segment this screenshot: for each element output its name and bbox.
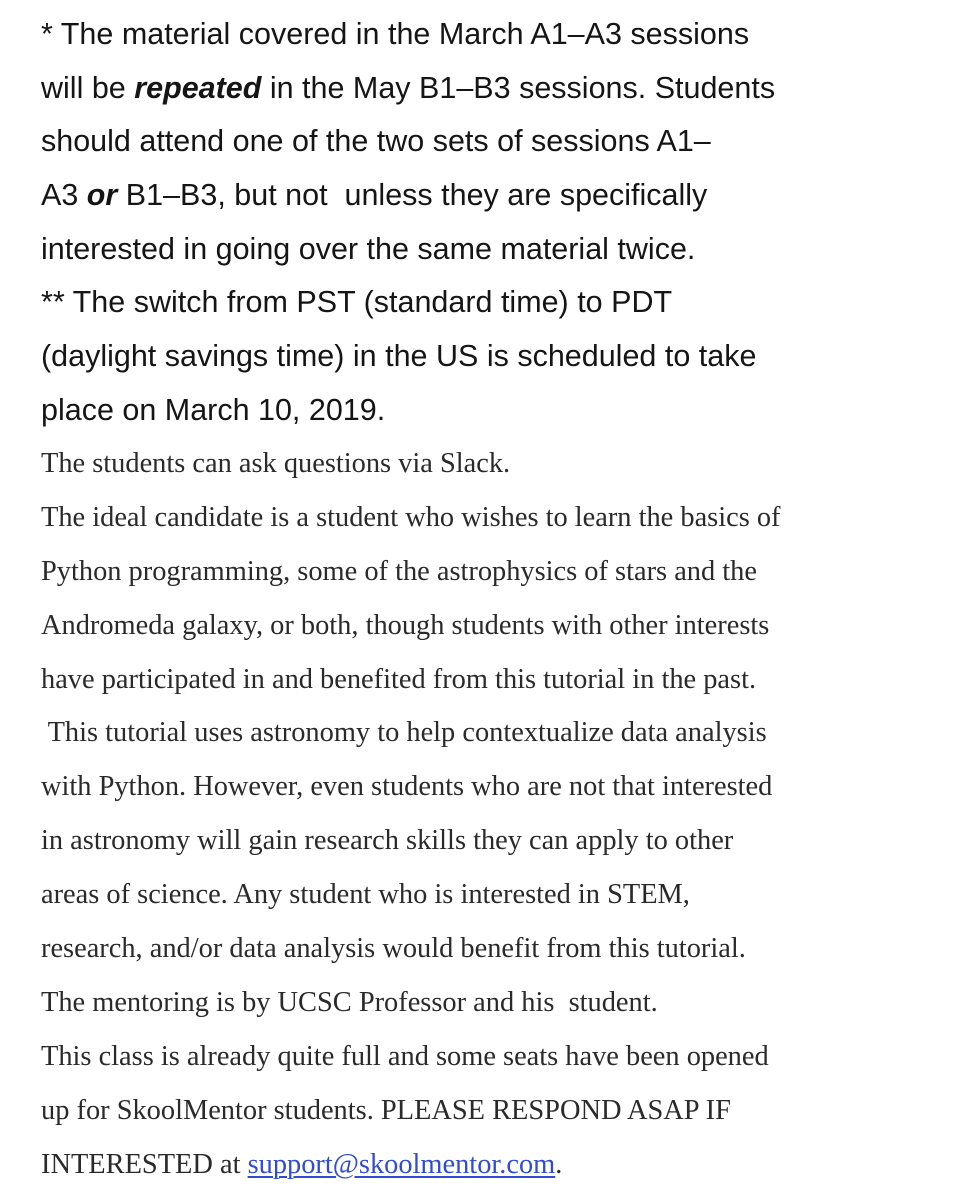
note-line <box>41 62 941 116</box>
note-line <box>41 169 941 223</box>
note-line: (daylight savings time) in the US is scheduled to take <box>41 339 757 374</box>
body-line: areas of science. Any student who is interested in STEM, <box>41 879 690 911</box>
body-text: INTERESTED at <box>41 1148 248 1180</box>
body-line: up for SkoolMentor students. PLEASE RESPOND ASAP IF <box>41 1094 731 1126</box>
body-text: . <box>555 1148 563 1180</box>
support-email-link[interactable]: support@skoolmentor.com <box>247 1148 556 1180</box>
note-text: B1–B3, but not unless they are specifically <box>117 178 708 213</box>
emphasis-or: or <box>86 178 118 213</box>
body-line: The mentoring is by UCSC Professor and his student. <box>41 986 658 1018</box>
body-line: This tutorial uses astronomy to help contextualize data analysis <box>41 717 767 749</box>
note-line: interested in going over the same material twice. <box>41 231 696 266</box>
note-line: place on March 10, 2019. <box>41 392 386 427</box>
body-line: research, and/or data analysis would benefit from this tutorial. <box>41 933 746 965</box>
body-line <box>41 1138 941 1192</box>
session-notes <box>41 8 941 438</box>
note-line: * The material covered in the March A1–A3 sessions <box>41 17 750 51</box>
note-line: should attend one of the two sets of sessions A1– <box>41 124 711 159</box>
note-text: in the May B1–B3 sessions. Students <box>261 70 776 105</box>
body-line: This class is already quite full and some seats have been opened <box>41 1040 769 1072</box>
note-line: ** The switch from PST (standard time) to PDT <box>41 285 673 320</box>
body-line: Andromeda galaxy, or both, though students with other interests <box>41 609 770 641</box>
emphasis-repeated: repeated <box>134 70 262 105</box>
body-line: The ideal candidate is a student who wishes to learn the basics of <box>41 501 781 533</box>
body-line: with Python. However, even students who are not that interested <box>41 771 773 803</box>
note-text: will be <box>41 70 135 105</box>
body-line: have participated in and benefited from this tutorial in the past. <box>41 663 757 695</box>
body-line: The students can ask questions via Slack. <box>41 448 511 479</box>
body-line: Python programming, some of the astrophysics of stars and the <box>41 555 757 587</box>
description-body <box>41 437 941 1191</box>
body-line: in astronomy will gain research skills they can apply to other <box>41 825 734 857</box>
note-text: A3 <box>41 178 87 213</box>
